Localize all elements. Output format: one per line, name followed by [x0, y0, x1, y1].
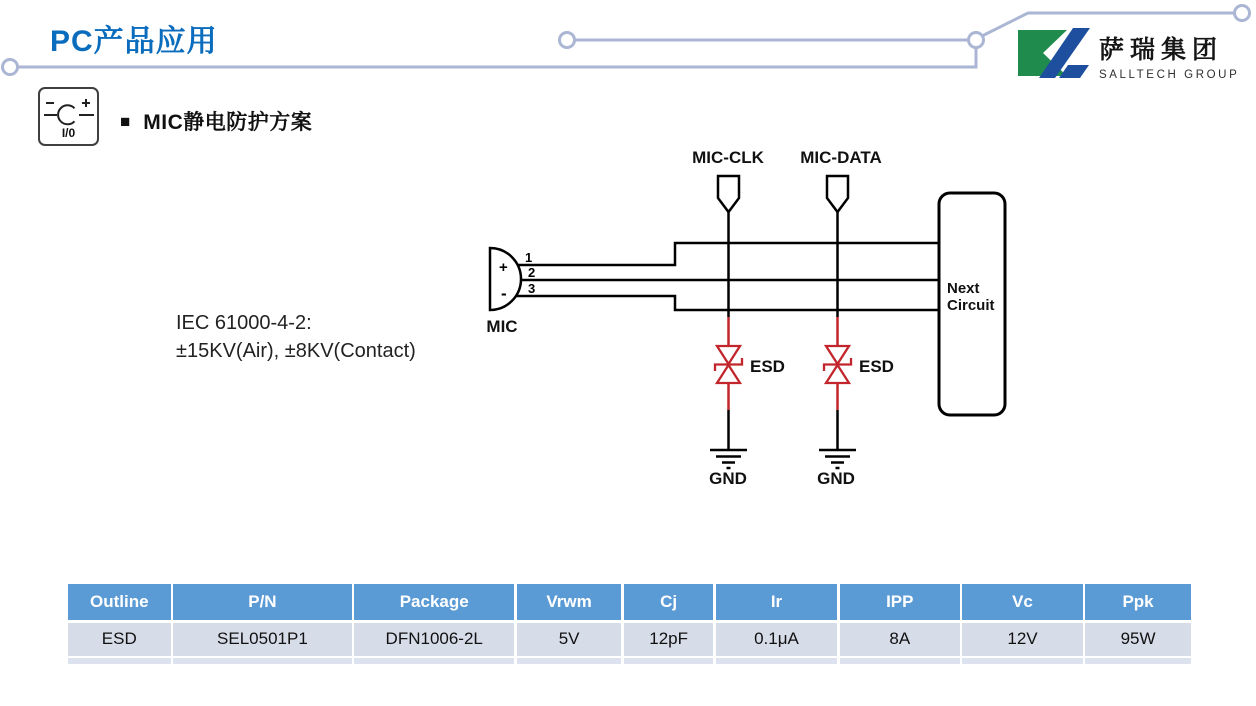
table-header-package: Package	[354, 584, 514, 620]
table-header-ipp: IPP	[840, 584, 960, 620]
table-cell-cj: 12pF	[624, 623, 713, 656]
table-header-ppk: Ppk	[1085, 584, 1191, 620]
mic-clk-terminal	[718, 176, 739, 212]
mic-label: MIC	[486, 317, 518, 336]
company-logo	[1016, 25, 1239, 81]
table-cell-ipp: 8A	[840, 623, 960, 656]
gnd-symbol-1	[710, 450, 747, 468]
table-header-ir: Ir	[716, 584, 837, 620]
pin-number-3: 3	[528, 281, 536, 296]
table-cell-outline: ESD	[68, 623, 171, 656]
table-cell-vrwm: 5V	[517, 623, 622, 656]
io-icon-label: I/0	[61, 126, 76, 140]
table-header-outline: Outline	[68, 584, 171, 620]
table-band-row	[716, 658, 837, 664]
table-band-row	[962, 658, 1082, 664]
gnd-label-1: GND	[709, 469, 747, 488]
table-header-pn: P/N	[173, 584, 352, 620]
section-heading-text: MIC静电防护方案	[143, 111, 313, 134]
esd-label-1: ESD	[750, 357, 785, 376]
table-cell-ir: 0.1μA	[716, 623, 837, 656]
esd-diode-2	[824, 346, 851, 383]
esd-label-2: ESD	[859, 357, 894, 376]
mic-clk-label: MIC-CLK	[692, 148, 764, 167]
mic-data-label: MIC-DATA	[800, 148, 882, 167]
pin-number-1: 1	[525, 250, 533, 265]
table-band-row	[173, 658, 352, 664]
table-band-row	[517, 658, 622, 664]
mic-plus-sign: +	[499, 259, 508, 276]
logo-name-cn: 萨瑞集团	[1099, 36, 1224, 64]
pin-number-2: 2	[528, 265, 536, 280]
decor-node-icon	[969, 33, 984, 48]
table-header-vrwm: Vrwm	[517, 584, 622, 620]
table-cell-vc: 12V	[962, 623, 1082, 656]
table-band-row	[624, 658, 713, 664]
io-icon	[38, 87, 99, 146]
bullet-square-icon: ■	[120, 111, 131, 131]
table-cell-ppk: 95W	[1085, 623, 1191, 656]
table-cell-package: DFN1006-2L	[354, 623, 514, 656]
spec-table	[68, 584, 1191, 664]
salltech-logo-icon	[1016, 25, 1090, 81]
esd-diode-1	[715, 346, 742, 383]
page-title: PC产品应用	[50, 25, 218, 58]
decor-node-icon	[560, 33, 575, 48]
table-cell-pn: SEL0501P1	[173, 623, 352, 656]
mic-jack-icon	[41, 94, 97, 128]
next-circuit-label: Next Circuit	[947, 280, 995, 314]
section-heading	[120, 106, 312, 136]
mic-minus-sign: -	[501, 284, 507, 303]
table-header-cj: Cj	[624, 584, 713, 620]
circuit-schematic	[440, 140, 1040, 500]
table-band-row	[840, 658, 960, 664]
iec-note-line2: ±15KV(Air), ±8KV(Contact)	[176, 340, 416, 362]
table-band-row	[1085, 658, 1191, 664]
mic-data-terminal	[827, 176, 848, 212]
logo-blue-foot	[1059, 65, 1089, 78]
table-header-vc: Vc	[962, 584, 1082, 620]
gnd-symbol-2	[819, 450, 856, 468]
iec-note-line1: IEC 61000-4-2:	[176, 312, 312, 334]
table-band-row	[354, 658, 514, 664]
gnd-label-2: GND	[817, 469, 855, 488]
logo-text	[1099, 25, 1239, 81]
iec-note	[176, 309, 416, 365]
logo-name-en: SALLTECH GROUP	[1099, 69, 1240, 81]
decor-node-icon	[1235, 6, 1250, 21]
table-band-row	[68, 658, 171, 664]
decor-node-icon	[3, 60, 18, 75]
